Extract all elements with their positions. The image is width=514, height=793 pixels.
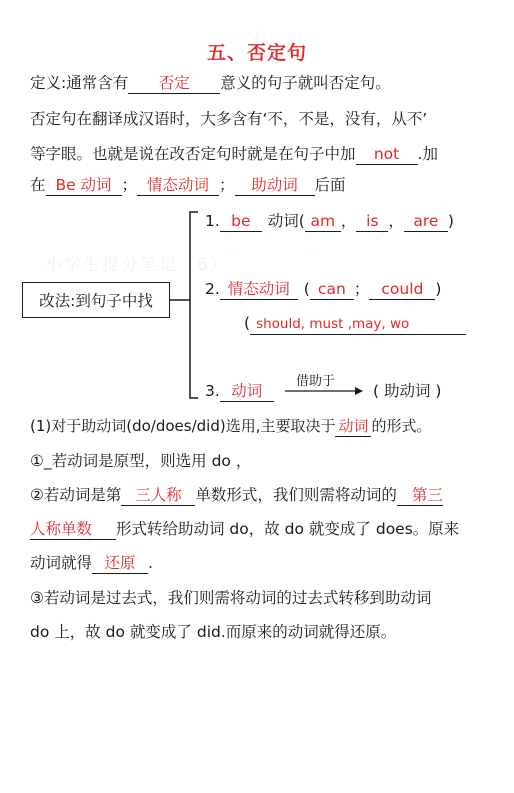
rule-b-middle: 单数形式，我们则需将动词的 — [195, 486, 397, 504]
answer-blank-modal-verb: 情态动词 — [137, 175, 219, 196]
branch-2-sep: ； — [353, 280, 370, 298]
branch-3-num: 3. — [205, 382, 220, 400]
answer-blank-third-a: 第三 — [397, 485, 443, 506]
branch-3-result: ( 助动词 ) — [373, 382, 442, 400]
para2-line3-suffix: 后面 — [314, 176, 346, 194]
branch-2-line2-open: ( — [244, 314, 251, 332]
rule-c-line2: do 上，故 do 就变成了 did.而原来的动词就得还原。 — [30, 623, 397, 641]
separator-2: ； — [219, 176, 235, 194]
para2-line2-suffix: .加 — [417, 145, 438, 163]
rule-c-line1: ③若动词是过去式，我们则需将动词的过去式转移到助动词 — [30, 589, 432, 607]
rule-a: ①_若动词是原型，则选用 do ， — [30, 452, 252, 470]
rule-1 — [30, 415, 432, 437]
answer-blank-third-b: 人称单数 — [30, 519, 116, 540]
rule-b-line2-suffix: 形式转给助动词 do，故 do 就变成了 does。原来 — [116, 520, 460, 538]
branch-2 — [205, 278, 441, 300]
answer-blank-is: is — [356, 211, 388, 232]
para2-line3-prefix: 在 — [30, 176, 46, 194]
answer-blank-restore: 还原 — [92, 553, 148, 574]
answer-blank-could: could — [369, 279, 435, 300]
rule-b-line2 — [30, 518, 459, 540]
para2-line2-prefix: 等字眼。也就是说在改否定句时就是在句子中加 — [30, 145, 356, 163]
branch-1 — [205, 210, 454, 232]
branch-2-num: 2. — [205, 280, 220, 298]
rule-b-line3-suffix: . — [148, 554, 153, 572]
rule-b-line1 — [30, 484, 443, 506]
answer-blank-be-verb: Be 动词 — [46, 175, 122, 196]
answer-blank-are: are — [404, 211, 448, 232]
answer-blank-am: am — [305, 211, 341, 232]
arrow-head-icon — [355, 387, 363, 395]
para2-line1: 否定句在翻译成汉语时，大多含有‘不，不是，没有，从不’ — [30, 110, 428, 128]
comma-2: ， — [388, 212, 404, 230]
branch-1-num: 1. — [205, 212, 220, 230]
page-title: 五、否定句 — [206, 42, 307, 64]
method-box: 改法:到句子中找 — [22, 282, 170, 318]
answer-blank-verb-form: 动词 — [335, 416, 371, 437]
answer-blank-not: not — [356, 144, 418, 165]
branch-2-line2 — [244, 312, 466, 335]
branch-1-close: ) — [447, 212, 454, 230]
watermark: 小学生提分笔记（6） — [45, 255, 229, 275]
rule-1-suffix: 的形式。 — [371, 417, 432, 435]
rule-1-prefix: (1)对于助动词(do/does/did)选用,主要取决于 — [30, 417, 336, 435]
answer-blank-modal-list: should, must ,may, wo — [250, 314, 466, 335]
diagram-bracket — [190, 212, 198, 398]
branch-3 — [205, 380, 274, 402]
definition-suffix: 意义的句子就叫否定句。 — [220, 74, 391, 92]
branch-2-open: ( — [303, 280, 310, 298]
rule-b-prefix: ②若动词是第 — [30, 486, 122, 504]
rule-b-line3 — [30, 552, 153, 574]
answer-blank-can: can — [310, 279, 354, 300]
answer-blank-be: be — [220, 211, 262, 232]
definition-prefix: 定义:通常含有 — [30, 74, 129, 92]
comma-1: ， — [340, 212, 357, 230]
separator-1: ； — [121, 176, 138, 194]
branch-2-close: ) — [435, 280, 442, 298]
arrow-label: 借助于 — [296, 374, 336, 389]
answer-blank-modal: 情态动词 — [220, 279, 298, 300]
rule-b-line3-prefix: 动词就得 — [30, 554, 93, 572]
answer-blank-verb: 动词 — [220, 381, 274, 402]
branch-1-label: 动词( — [267, 212, 305, 230]
answer-blank-aux-verb: 助动词 — [235, 175, 315, 196]
answer-blank-third-person: 三人称 — [121, 485, 195, 506]
answer-blank-negation: 否定 — [128, 73, 220, 94]
